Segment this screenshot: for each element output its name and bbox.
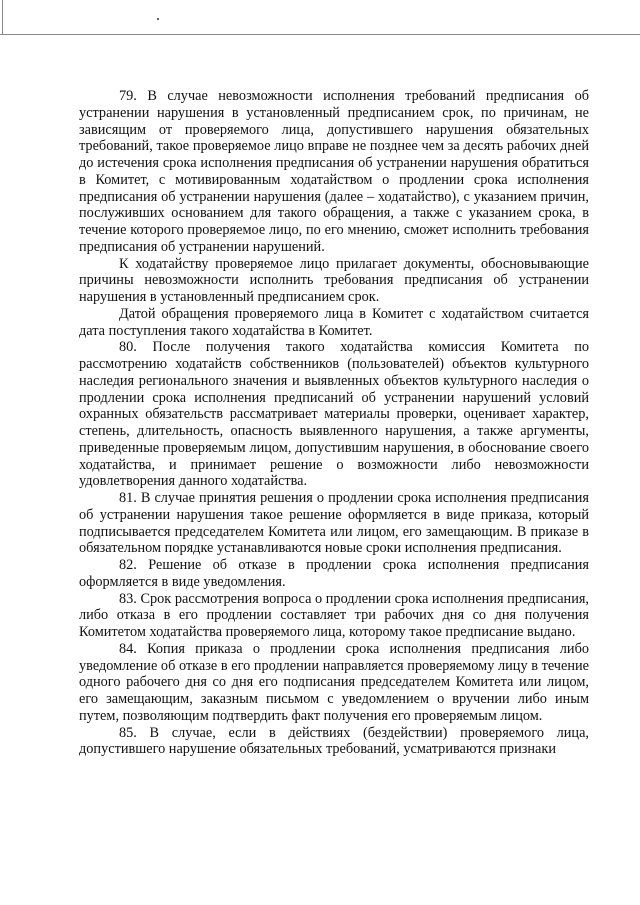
paragraph-83: 83. Срок рассмотрения вопроса о продлении срока исполнения предписания, либо отказа в его продлении составляет три рабочих дня со дня получения Комитетом ходатайства проверяемого лица, которому такое предписание выдано. (79, 590, 589, 640)
paragraph-80: 80. После получения такого ходатайства комиссия Комитета по рассмотрению ходатайств собственников (пользователей) объектов культурного наследия регионального значения и выявленных объектов культурного наследия о продлении срока исполнения предписаний об устранении нарушений условий охранных обязательств рассматривает материалы проверки, оценивает характер, степень, длительность, опасность выявленного нарушения, а также аргументы, приведенные проверяемым лицом, допустившим нарушения, в обоснование своего ходатайства, и принимает решение о возможности либо невозможности удовлетворения данного ходатайства. (79, 339, 589, 490)
paragraph-85: 85. В случае, если в действиях (бездействии) проверяемого лица, допустившего нарушение обязательных требований, усматриваются признаки (79, 724, 589, 758)
scan-edge-left (2, 0, 3, 35)
paragraph-82: 82. Решение об отказе в продлении срока исполнения предписания оформляется в виде уведомления. (79, 557, 589, 590)
document-body (79, 88, 589, 758)
paragraph-84: 84. Копия приказа о продлении срока исполнения предписания либо уведомление об отказе в его продлении направляется проверяемому лицу в течение одного рабочего дня со дня его подписания председателем Комитета или лицом, его замещающим, заказным письмом с уведомлением о вручении либо иным путем, позволяющим подтвердить факт получения его проверяемым лицом. (79, 640, 589, 724)
paragraph-79-attachments: К ходатайству проверяемое лицо прилагает документы, обосновывающие причины невозможности исполнить требования предписания об устранении нарушения в установленный предписанием срок. (79, 255, 589, 305)
scan-speck (157, 18, 159, 20)
scan-edge-top (0, 34, 640, 35)
paragraph-79: 79. В случае невозможности исполнения требований предписания об устранении нарушения в установленный предписанием срок, по причинам, не зависящим от проверяемого лица, допустившего нарушения обязательных требований, такое проверяемое лицо вправе не позднее чем за десять рабочих дней до истечения срока исполнения предписания об устранении нарушения обратиться в Комитет, с мотивированным ходатайством о продлении срока исполнения предписания об устранении нарушения (далее – ходатайство), с указанием причин, послуживших основанием для такого обращения, а также с указанием срока, в течение которого проверяемое лицо, по его мнению, сможет исполнить требования предписания об устранении нарушений. (79, 88, 589, 255)
paragraph-81: 81. В случае принятия решения о продлении срока исполнения предписания об устранении нарушения такое решение оформляется в виде приказа, который подписывается председателем Комитета или лицом, его замещающим. В приказе в обязательном порядке устанавливаются новые сроки исполнения предписания. (79, 490, 589, 557)
paragraph-79-date: Датой обращения проверяемого лица в Комитет с ходатайством считается дата поступления такого ходатайства в Комитет. (79, 305, 589, 339)
